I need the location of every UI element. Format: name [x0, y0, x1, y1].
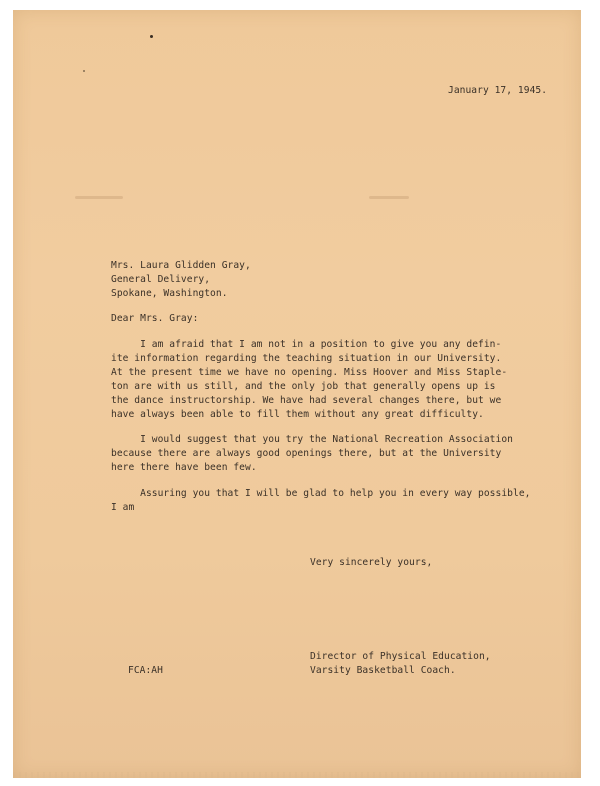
signature-title-1: Director of Physical Education, — [310, 651, 491, 662]
paper-edge — [13, 772, 581, 778]
recipient-address-line: General Delivery, — [111, 274, 211, 285]
body-line: I would suggest that you try the National Recreation Association — [111, 434, 513, 445]
body-line: Assuring you that I will be glad to help you in every way possible, — [111, 488, 531, 499]
body-line: ite information regarding the teaching situation in our University. — [111, 353, 502, 364]
signature-title-2: Varsity Basketball Coach. — [310, 665, 456, 676]
faint-mark — [369, 196, 409, 199]
ink-speck — [150, 35, 153, 38]
complimentary-close: Very sincerely yours, — [310, 557, 433, 568]
body-line: I am — [111, 502, 135, 513]
recipient-city: Spokane, Washington. — [111, 288, 228, 299]
salutation: Dear Mrs. Gray: — [111, 313, 199, 324]
ink-speck — [83, 70, 85, 72]
body-line: ton are with us still, and the only job that generally opens up is — [111, 381, 496, 392]
letter-date: January 17, 1945. — [448, 85, 548, 96]
body-line: At the present time we have no opening. Miss Hoover and Miss Staple- — [111, 367, 508, 378]
letter-page — [13, 10, 581, 778]
body-line: have always been able to fill them without any great difficulty. — [111, 409, 484, 420]
body-line: because there are always good openings there, but at the University — [111, 448, 502, 459]
reference-initials: FCA:AH — [128, 665, 163, 676]
body-line: here there have been few. — [111, 462, 257, 473]
recipient-name: Mrs. Laura Glidden Gray, — [111, 260, 251, 271]
body-line: I am afraid that I am not in a position to give you any defin- — [111, 339, 502, 350]
faint-mark — [75, 196, 123, 199]
body-line: the dance instructorship. We have had several changes there, but we — [111, 395, 502, 406]
